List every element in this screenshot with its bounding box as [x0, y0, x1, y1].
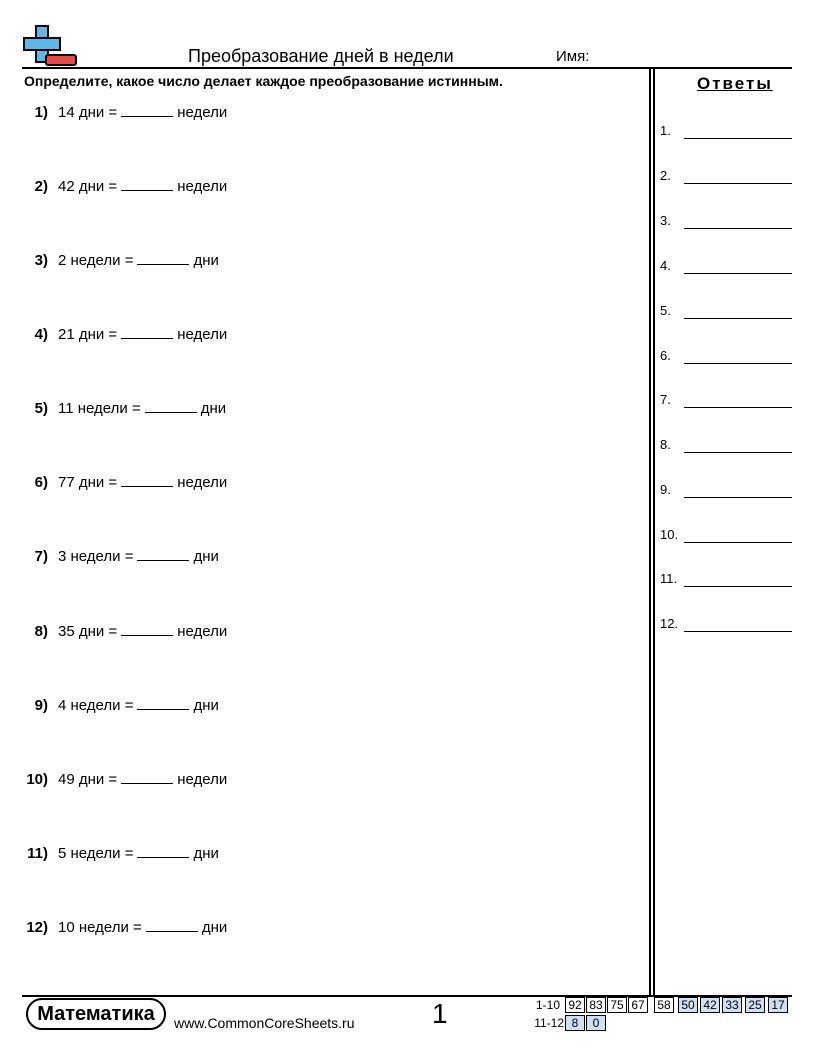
answer-number: 3.: [660, 213, 671, 228]
problem-number: 10): [26, 771, 48, 788]
answer-blank[interactable]: [137, 695, 189, 710]
problem-item: [0, 843, 219, 862]
answer-blank[interactable]: [121, 324, 173, 339]
bottom-rule: [22, 995, 792, 997]
problem-left: 4 недели =: [58, 697, 134, 714]
answer-number: 2.: [660, 168, 671, 183]
answer-line[interactable]: [684, 586, 792, 587]
score-cell: 0: [586, 1015, 606, 1031]
score-cell: 42: [700, 997, 720, 1013]
page-number: 1: [432, 998, 448, 1029]
problem-item: [0, 398, 226, 417]
column-divider-left: [649, 67, 651, 995]
problem-unit: дни: [193, 548, 219, 565]
answer-line[interactable]: [684, 228, 792, 229]
problem-item: [0, 176, 227, 195]
answer-line[interactable]: [684, 497, 792, 498]
problem-left: 3 недели =: [58, 548, 134, 565]
problem-unit: недели: [177, 178, 228, 195]
problem-item: [0, 917, 227, 936]
answer-number: 5.: [660, 303, 671, 318]
answer-line[interactable]: [684, 363, 792, 364]
top-rule: [22, 67, 792, 69]
problem-unit: недели: [177, 326, 228, 343]
answer-blank[interactable]: [137, 843, 189, 858]
score-cell: 25: [745, 997, 765, 1013]
problem-left: 21 дни =: [58, 326, 118, 343]
answer-number: 10.: [660, 527, 679, 542]
answer-line[interactable]: [684, 138, 792, 139]
score-cell: 8: [565, 1015, 585, 1031]
problem-number: 8): [34, 623, 48, 640]
problem-item: [0, 102, 227, 121]
column-divider-right: [653, 67, 655, 995]
score-cell: 92: [565, 997, 585, 1013]
problem-unit: дни: [193, 845, 219, 862]
problem-number: 1): [34, 104, 48, 121]
score-cell: 67: [628, 997, 648, 1013]
brand-logo: Математика: [26, 998, 166, 1030]
answer-number: 12.: [660, 616, 679, 631]
instructions: Определите, какое число делает каждое преобразование истинным.: [24, 73, 503, 89]
problem-left: 2 недели =: [58, 252, 134, 269]
problem-item: [0, 621, 227, 640]
score-cell: 50: [678, 997, 698, 1013]
score-cell: 83: [586, 997, 606, 1013]
answer-blank[interactable]: [146, 917, 198, 932]
answer-line[interactable]: [684, 542, 792, 543]
answer-number: 11.: [660, 571, 678, 586]
answer-blank[interactable]: [137, 546, 189, 561]
answer-number: 8.: [660, 437, 671, 452]
problem-number: 12): [26, 919, 48, 936]
problem-left: 5 недели =: [58, 845, 134, 862]
answer-number: 9.: [660, 482, 671, 497]
score-cell: 58: [654, 997, 674, 1013]
problem-item: [0, 324, 227, 343]
problem-number: 5): [34, 400, 48, 417]
problem-item: [0, 546, 219, 565]
logo-icon: [22, 24, 80, 68]
problem-number: 9): [34, 697, 48, 714]
answer-blank[interactable]: [121, 472, 173, 487]
score-cell: 33: [722, 997, 742, 1013]
problem-left: 42 дни =: [58, 178, 118, 195]
problem-left: 11 недели =: [58, 400, 141, 417]
answer-line[interactable]: [684, 318, 792, 319]
score-row-label: 1-10: [535, 998, 560, 1012]
answer-line[interactable]: [684, 407, 792, 408]
page-title: Преобразование дней в недели: [188, 46, 454, 66]
score-cell: 17: [768, 997, 788, 1013]
problem-number: 4): [34, 326, 48, 343]
problem-unit: дни: [193, 252, 219, 269]
problem-unit: дни: [193, 697, 219, 714]
answer-blank[interactable]: [137, 250, 189, 265]
problem-left: 10 недели =: [58, 919, 142, 936]
problem-unit: дни: [200, 400, 227, 417]
problem-item: [0, 472, 227, 491]
answer-line[interactable]: [684, 631, 792, 632]
problem-number: 6): [34, 474, 48, 491]
score-row-label: 11-12: [534, 1016, 564, 1030]
answer-blank[interactable]: [145, 398, 197, 413]
problem-unit: недели: [177, 771, 228, 788]
problem-unit: недели: [177, 474, 228, 491]
problem-left: 14 дни =: [58, 104, 118, 121]
name-label: Имя:: [556, 48, 590, 65]
answer-line[interactable]: [684, 183, 792, 184]
answer-blank[interactable]: [121, 769, 173, 784]
problem-number: 3): [34, 252, 48, 269]
problem-left: 49 дни =: [58, 771, 118, 788]
answer-number: 6.: [660, 348, 671, 363]
problem-unit: дни: [201, 919, 228, 936]
answer-number: 4.: [660, 258, 671, 273]
answer-number: 1.: [660, 123, 671, 138]
answer-blank[interactable]: [121, 102, 173, 117]
problem-number: 2): [34, 178, 48, 195]
problem-item: [0, 769, 227, 788]
problem-number: 7): [34, 548, 48, 565]
answer-blank[interactable]: [121, 176, 173, 191]
problem-unit: недели: [177, 104, 228, 121]
problem-item: [0, 250, 219, 269]
problem-unit: недели: [177, 623, 228, 640]
answer-line[interactable]: [684, 273, 792, 274]
answer-number: 7.: [660, 392, 671, 407]
score-cell: 75: [607, 997, 627, 1013]
problem-number: 11): [27, 845, 48, 862]
answer-blank[interactable]: [121, 621, 173, 636]
answer-line[interactable]: [684, 452, 792, 453]
site-url: www.CommonCoreSheets.ru: [174, 1015, 355, 1031]
problem-item: [0, 695, 219, 714]
problem-left: 35 дни =: [58, 623, 118, 640]
answers-title: Ответы: [697, 74, 773, 93]
problem-left: 77 дни =: [58, 474, 118, 491]
